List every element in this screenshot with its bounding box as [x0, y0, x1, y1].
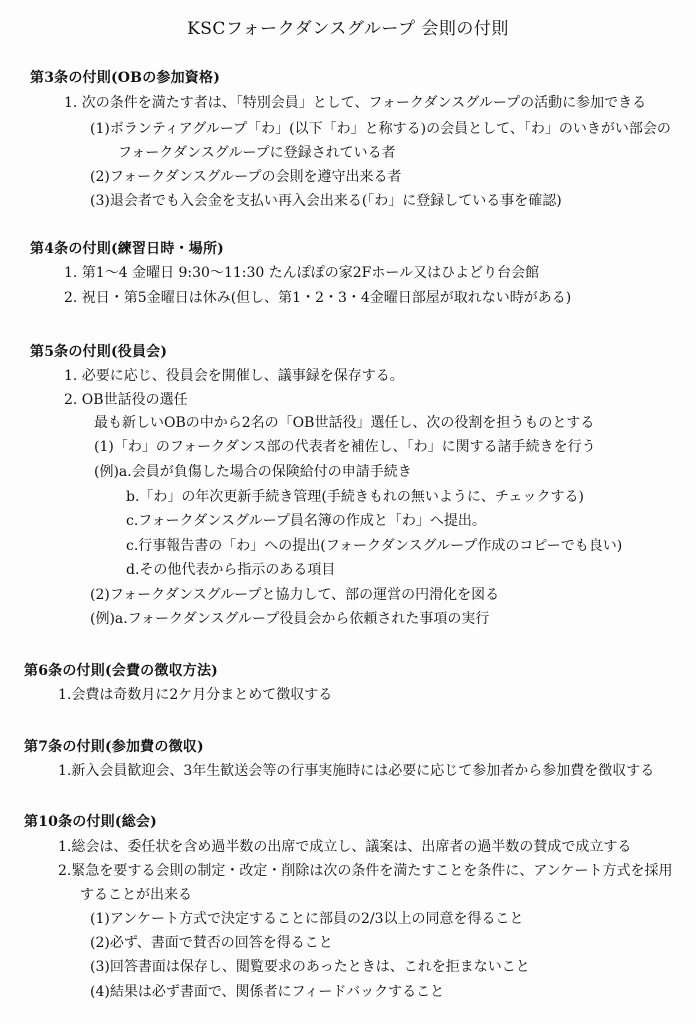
- clause-line: c.フォークダンスグループ員名簿の作成と「わ」へ提出。: [126, 513, 486, 529]
- clause-line: (例)a.フォークダンスグループ役員会から依頼された事項の実行: [90, 611, 490, 627]
- section-heading: 第6条の付則(会費の徴収方法): [24, 663, 218, 679]
- document-title: KSCフォークダンスグループ 会則の付則: [187, 19, 509, 39]
- clause-line: (1)「わ」のフォークダンス部の代表者を補佐し、「わ」に関する諸手続きを行う: [94, 439, 596, 455]
- clause-line: (2)必ず、書面で賛否の回答を得ること: [90, 935, 333, 951]
- clause-line: フォークダンスグループに登録されている者: [118, 145, 396, 161]
- section-heading: 第4条の付則(練習日時・場所): [30, 241, 224, 257]
- clause-line: 1.会費は奇数月に2ケ月分まとめて徴収する: [58, 687, 333, 703]
- section-heading: 第10条の付則(総会): [24, 814, 157, 830]
- clause-line: 最も新しいOBの中から2名の「OB世話役」選任し、次の役割を担うものとする: [94, 415, 595, 431]
- clause-line: (1)アンケート方式で決定することに部員の2/3以上の同意を得ること: [90, 911, 524, 927]
- clause-line: (2)フォークダンスグループと協力して、部の運営の円滑化を図る: [90, 587, 500, 603]
- clause-line: (1)ボランティアグループ「わ」(以下「わ」と称する)の会員として、「わ」のいきがい部会の: [90, 121, 671, 137]
- clause-line: 1.新入会員歓迎会、3年生歓送会等の行事実施時には必要に応じて参加者から参加費を徴収する: [58, 763, 655, 779]
- clause-line: (3)回答書面は保存し、閲覧要求のあったときは、これを拒まないこと: [90, 959, 530, 975]
- section-heading: 第7条の付則(参加費の徴収): [24, 739, 204, 755]
- clause-line: (3)退会者でも入会金を支払い再入会出来る(「わ」に登録している事を確認): [90, 193, 562, 209]
- clause-line: 1.総会は、委任状を含め過半数の出席で成立し、議案は、出席者の過半数の賛成で成立する: [58, 839, 632, 855]
- clause-line: c.行事報告書の「わ」への提出(フォークダンスグループ作成のコピーでも良い): [126, 538, 623, 554]
- clause-line: 2. 祝日・第5金曜日は休み(但し、第1・2・3・4金曜日部屋が取れない時がある): [64, 290, 572, 306]
- clause-line: 1. 必要に応じ、役員会を開催し、議事録を保存する。: [64, 368, 404, 384]
- clause-line: 1. 次の条件を満たす者は、「特別会員」として、フォークダンスグループの活動に参加できる: [64, 95, 647, 111]
- clause-line: (2)フォークダンスグループの会則を遵守出来る者: [90, 169, 402, 185]
- clause-line: (例)a.会員が負傷した場合の保険給付の申請手続き: [94, 464, 412, 480]
- clause-line: 2. OB世話役の選任: [64, 392, 188, 408]
- clause-line: することが出来る: [80, 887, 192, 903]
- clause-line: d.その他代表から指示のある項目: [126, 562, 336, 578]
- clause-line: 1. 第1～4 金曜日 9:30～11:30 たんぽぽの家2Fホール又はひよどり台会館: [64, 265, 540, 281]
- section-heading: 第3条の付則(OBの参加資格): [30, 70, 221, 86]
- clause-line: (4)結果は必ず書面で、関係者にフィードバックすること: [90, 984, 445, 1000]
- clause-line: b.「わ」の年次更新手続き管理(手続きもれの無いように、チェックする): [126, 489, 584, 505]
- clause-line: 2.緊急を要する会則の制定・改定・削除は次の条件を満たすことを条件に、アンケート方式を採用: [58, 863, 673, 879]
- section-heading: 第5条の付則(役員会): [30, 344, 168, 360]
